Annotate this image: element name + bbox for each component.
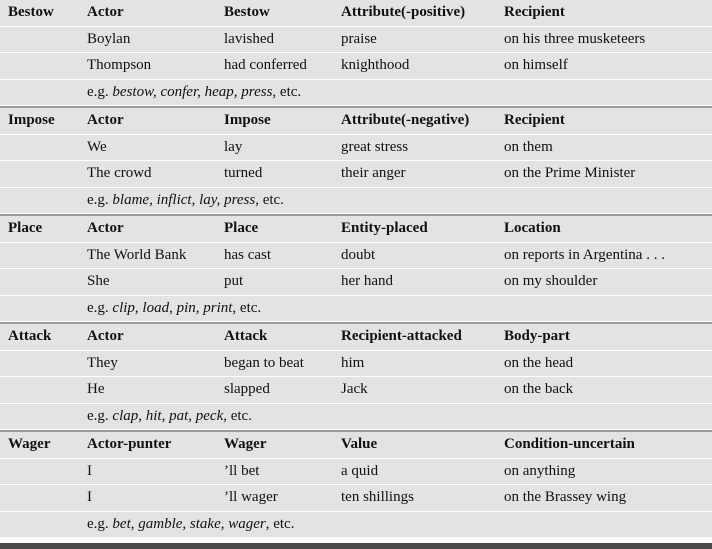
table-cell: slapped — [216, 377, 333, 404]
column-header: Actor-punter — [79, 430, 216, 459]
examples-row — [0, 188, 712, 215]
examples-row — [0, 296, 712, 323]
examples-cell — [79, 296, 712, 323]
table-row — [0, 459, 712, 486]
table-cell: We — [79, 135, 216, 162]
group-header-row — [0, 214, 712, 243]
examples-prefix: e.g. — [87, 407, 113, 424]
table-cell: great stress — [333, 135, 496, 162]
table-row — [0, 53, 712, 80]
examples-prefix: e.g. — [87, 299, 113, 316]
table-cell: knighthood — [333, 53, 496, 80]
table-cell: on anything — [496, 459, 712, 486]
examples-row — [0, 512, 712, 539]
group-header-row — [0, 0, 712, 27]
table-cell: lavished — [216, 27, 333, 54]
empty-cell — [0, 243, 79, 270]
examples-suffix: , etc. — [265, 515, 295, 532]
examples-suffix: , etc. — [232, 299, 262, 316]
column-header: Recipient — [496, 106, 712, 135]
table-cell: on the Prime Minister — [496, 161, 712, 188]
table-cell: He — [79, 377, 216, 404]
table-cell: began to beat — [216, 351, 333, 378]
empty-cell — [0, 188, 79, 215]
examples-cell — [79, 80, 712, 107]
table-cell: ’ll bet — [216, 459, 333, 486]
empty-cell — [0, 351, 79, 378]
table-cell: her hand — [333, 269, 496, 296]
empty-cell — [0, 404, 79, 431]
examples-suffix: , etc. — [255, 191, 284, 208]
empty-cell — [0, 377, 79, 404]
examples-prefix: e.g. — [87, 191, 113, 208]
column-header: Actor — [79, 322, 216, 351]
examples-cell — [79, 188, 712, 215]
example-verbs: bet, gamble, stake, wager — [112, 515, 266, 532]
column-header: Actor — [79, 106, 216, 135]
column-header: Actor — [79, 0, 216, 27]
empty-cell — [0, 485, 79, 512]
group-label: Wager — [0, 430, 79, 459]
column-header: Attribute(-positive) — [333, 0, 496, 27]
table-cell: on the Brassey wing — [496, 485, 712, 512]
column-header: Recipient-attacked — [333, 322, 496, 351]
table-row — [0, 351, 712, 378]
table-cell: I — [79, 459, 216, 486]
table-cell: Jack — [333, 377, 496, 404]
examples-suffix: , etc. — [272, 83, 302, 100]
empty-cell — [0, 459, 79, 486]
table-cell: on the back — [496, 377, 712, 404]
empty-cell — [0, 27, 79, 54]
bottom-rule — [0, 543, 712, 549]
column-header: Actor — [79, 214, 216, 243]
group-label: Impose — [0, 106, 79, 135]
table-cell: on my shoulder — [496, 269, 712, 296]
empty-cell — [0, 53, 79, 80]
table-cell: Boylan — [79, 27, 216, 54]
column-header: Location — [496, 214, 712, 243]
table-cell: turned — [216, 161, 333, 188]
table-cell: on the head — [496, 351, 712, 378]
table-cell: on his three musketeers — [496, 27, 712, 54]
empty-cell — [0, 269, 79, 296]
examples-cell — [79, 404, 712, 431]
empty-cell — [0, 161, 79, 188]
table-row — [0, 377, 712, 404]
group-header-row — [0, 430, 712, 459]
examples-prefix: e.g. — [87, 515, 113, 532]
column-header: Attack — [216, 322, 333, 351]
column-header: Attribute(-negative) — [333, 106, 496, 135]
table-cell: The crowd — [79, 161, 216, 188]
empty-cell — [0, 512, 79, 539]
table-cell: They — [79, 351, 216, 378]
table-cell: I — [79, 485, 216, 512]
table-cell: had conferred — [216, 53, 333, 80]
table-cell: put — [216, 269, 333, 296]
examples-suffix: , etc. — [223, 407, 252, 424]
table-cell: their anger — [333, 161, 496, 188]
examples-row — [0, 80, 712, 107]
table-cell: The World Bank — [79, 243, 216, 270]
table-cell: ’ll wager — [216, 485, 333, 512]
table-cell: doubt — [333, 243, 496, 270]
examples-cell — [79, 512, 712, 539]
empty-cell — [0, 80, 79, 107]
group-label: Attack — [0, 322, 79, 351]
table-cell: on himself — [496, 53, 712, 80]
table-cell: a quid — [333, 459, 496, 486]
table-row — [0, 27, 712, 54]
column-header: Wager — [216, 430, 333, 459]
column-header: Place — [216, 214, 333, 243]
group-label: Place — [0, 214, 79, 243]
table-cell: She — [79, 269, 216, 296]
table-row — [0, 135, 712, 162]
table-row — [0, 243, 712, 270]
example-verbs: blame, inflict, lay, press — [112, 191, 256, 208]
column-header: Entity-placed — [333, 214, 496, 243]
column-header: Body-part — [496, 322, 712, 351]
group-header-row — [0, 322, 712, 351]
table-cell: praise — [333, 27, 496, 54]
table-cell: Thompson — [79, 53, 216, 80]
table-row — [0, 485, 712, 512]
table-cell: on reports in Argentina . . . — [496, 243, 712, 270]
table-cell: ten shillings — [333, 485, 496, 512]
table-row — [0, 269, 712, 296]
empty-cell — [0, 135, 79, 162]
group-header-row — [0, 106, 712, 135]
example-verbs: bestow, confer, heap, press — [112, 83, 273, 100]
column-header: Recipient — [496, 0, 712, 27]
column-header: Impose — [216, 106, 333, 135]
table-cell: has cast — [216, 243, 333, 270]
column-header: Bestow — [216, 0, 333, 27]
examples-prefix: e.g. — [87, 83, 113, 100]
table-row — [0, 161, 712, 188]
example-verbs: clip, load, pin, print — [112, 299, 233, 316]
column-header: Condition-uncertain — [496, 430, 712, 459]
example-verbs: clap, hit, pat, peck — [112, 407, 224, 424]
table-cell: lay — [216, 135, 333, 162]
empty-cell — [0, 296, 79, 323]
table-cell: him — [333, 351, 496, 378]
examples-row — [0, 404, 712, 431]
table-cell: on them — [496, 135, 712, 162]
group-label: Bestow — [0, 0, 79, 27]
column-header: Value — [333, 430, 496, 459]
